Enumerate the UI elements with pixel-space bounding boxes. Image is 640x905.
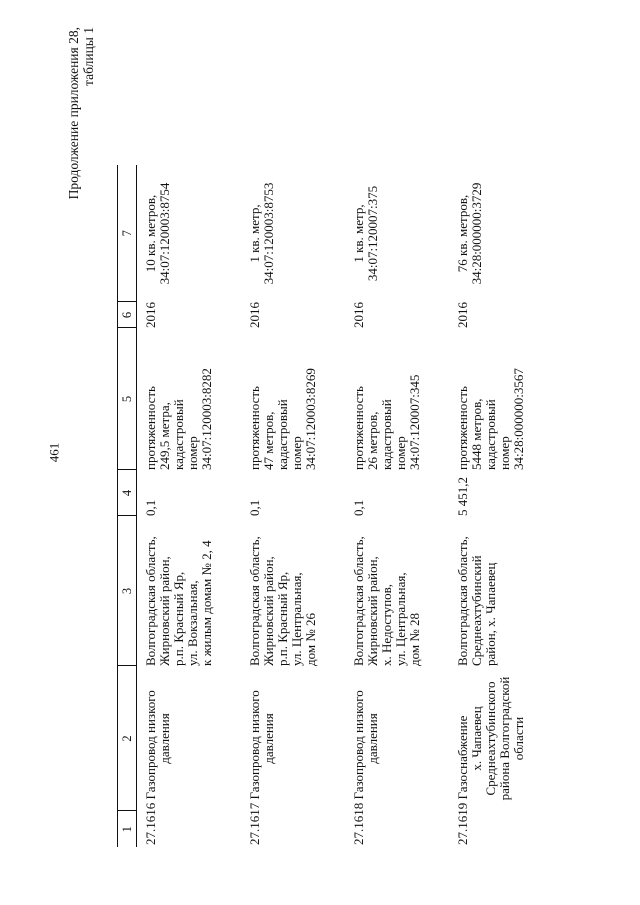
characteristics-line: кадастровый — [482, 399, 498, 470]
column-number-row — [118, 165, 137, 847]
address-line: к жилым домам № 2, 4 — [199, 540, 214, 666]
object-name-first-line: Газопровод низкого — [350, 690, 366, 800]
object-name-line: Среднеахтубинского — [482, 681, 498, 796]
address-cell — [345, 516, 449, 666]
object-name-first-line: Газоснабжение — [454, 715, 470, 800]
table-row — [345, 165, 449, 847]
year-cell: 2016 — [143, 302, 158, 328]
address-line: р.п. Красный Яр, — [171, 571, 186, 666]
year-cell: 2016 — [350, 302, 366, 328]
number-and-name-cell — [137, 666, 241, 847]
characteristics-line: 5448 метров, — [468, 398, 484, 470]
registration-line: 1 кв. метр, — [246, 204, 262, 263]
address-line: Среднеахтубинский — [468, 555, 484, 666]
address-line: х. Недоступов, — [378, 583, 394, 666]
table-row — [449, 165, 553, 847]
registration-line: 34:07:120003:8753 — [260, 182, 276, 285]
row-number: 27.1619 — [454, 802, 470, 845]
address-cell — [137, 516, 241, 666]
value-cell: 0,1 — [350, 499, 366, 516]
address-line: Волгоградская область, — [143, 536, 158, 666]
characteristics-line: номер — [185, 436, 200, 470]
table-row — [137, 165, 241, 847]
address-line: дом № 26 — [302, 613, 318, 666]
row-number: 27.1616 — [143, 802, 158, 845]
registration-line: 1 кв. метр, — [350, 204, 366, 263]
address-line: Волгоградская область, — [454, 536, 470, 666]
characteristics-line: номер — [392, 436, 408, 470]
object-name-line: области — [510, 716, 526, 761]
address-line: район, х. Чапаевец — [482, 562, 498, 666]
address-line: Волгоградская область, — [246, 536, 262, 666]
registration-cell — [449, 165, 553, 302]
registration-cell — [137, 165, 241, 302]
characteristics-line: протяженность — [454, 386, 470, 470]
registration-line: 34:28:000000:3729 — [468, 182, 484, 285]
characteristics-cell — [345, 328, 449, 470]
registration-cell — [345, 165, 449, 302]
row-number: 27.1618 — [350, 802, 366, 845]
address-line: р.п. Красный Яр, — [274, 571, 290, 666]
address-line: дом № 28 — [406, 613, 422, 666]
characteristics-line: номер — [496, 436, 512, 470]
value-cell: 0,1 — [246, 499, 262, 516]
characteristics-line: 34:07:120007:345 — [406, 374, 422, 470]
registration-cell — [241, 165, 345, 302]
registration-line: 10 кв. метров, — [143, 194, 158, 273]
column-header-6: 6 — [118, 302, 137, 328]
object-name-line: давления — [157, 713, 172, 764]
year-cell: 2016 — [246, 302, 262, 328]
characteristics-cell — [137, 328, 241, 470]
characteristics-line: кадастровый — [274, 399, 290, 470]
number-and-name-cell — [345, 666, 449, 847]
value-cell: 5 451,2 — [454, 477, 470, 516]
property-table — [117, 165, 553, 847]
column-header-7: 7 — [118, 165, 137, 302]
column-header-5: 5 — [118, 328, 137, 470]
value-cell: 0,1 — [143, 499, 158, 516]
characteristics-line: 47 метров, — [260, 411, 276, 470]
characteristics-line: 26 метров, — [364, 411, 380, 470]
characteristics-line: номер — [288, 436, 304, 470]
column-header-2: 2 — [118, 666, 137, 811]
object-name-first-line: Газопровод низкого — [246, 690, 262, 800]
address-line: ул. Центральная, — [288, 572, 304, 666]
header-note-line-2: таблицы 1 — [81, 27, 96, 86]
registration-line: 34:07:120003:8754 — [157, 182, 172, 285]
characteristics-cell — [449, 328, 553, 470]
address-line: Жирновский район, — [157, 556, 172, 666]
address-cell — [241, 516, 345, 666]
characteristics-line: протяженность — [350, 386, 366, 470]
characteristics-line: 34:07:120003:8282 — [199, 368, 214, 470]
characteristics-line: 34:07:120003:8269 — [302, 368, 318, 470]
address-line: ул. Вокзальная, — [185, 580, 200, 666]
row-number: 27.1617 — [246, 802, 262, 845]
characteristics-line: кадастровый — [171, 399, 186, 470]
object-name-line: давления — [364, 713, 380, 764]
characteristics-line: протяженность — [143, 386, 158, 470]
column-header-4: 4 — [118, 470, 137, 516]
year-cell: 2016 — [454, 302, 470, 328]
address-line: Жирновский район, — [364, 556, 380, 666]
address-line: Волгоградская область, — [350, 536, 366, 666]
table-row — [241, 165, 345, 847]
registration-line: 76 кв. метров, — [454, 194, 470, 273]
object-name-line: х. Чапаевец — [468, 706, 484, 771]
characteristics-line: 34:28:000000:3567 — [510, 368, 526, 470]
object-name-line: района Волгоградской — [496, 676, 512, 801]
header-note-line-1: Продолжение приложения 28, — [66, 27, 81, 200]
address-line: Жирновский район, — [260, 556, 276, 666]
characteristics-line: протяженность — [246, 386, 262, 470]
page-number: 461 — [46, 442, 62, 463]
object-name-line: давления — [260, 713, 276, 764]
characteristics-line: кадастровый — [378, 399, 394, 470]
registration-line: 34:07:120007:375 — [364, 185, 380, 282]
characteristics-cell — [241, 328, 345, 470]
number-and-name-cell — [449, 666, 553, 847]
address-cell — [449, 516, 553, 666]
column-header-1: 1 — [118, 811, 137, 847]
object-name-first-line: Газопровод низкого — [143, 690, 158, 800]
column-header-3: 3 — [118, 516, 137, 666]
characteristics-line: 249,5 метра, — [157, 402, 172, 470]
address-line: ул. Центральная, — [392, 572, 408, 666]
number-and-name-cell — [241, 666, 345, 847]
appendix-continuation-note — [66, 27, 96, 207]
